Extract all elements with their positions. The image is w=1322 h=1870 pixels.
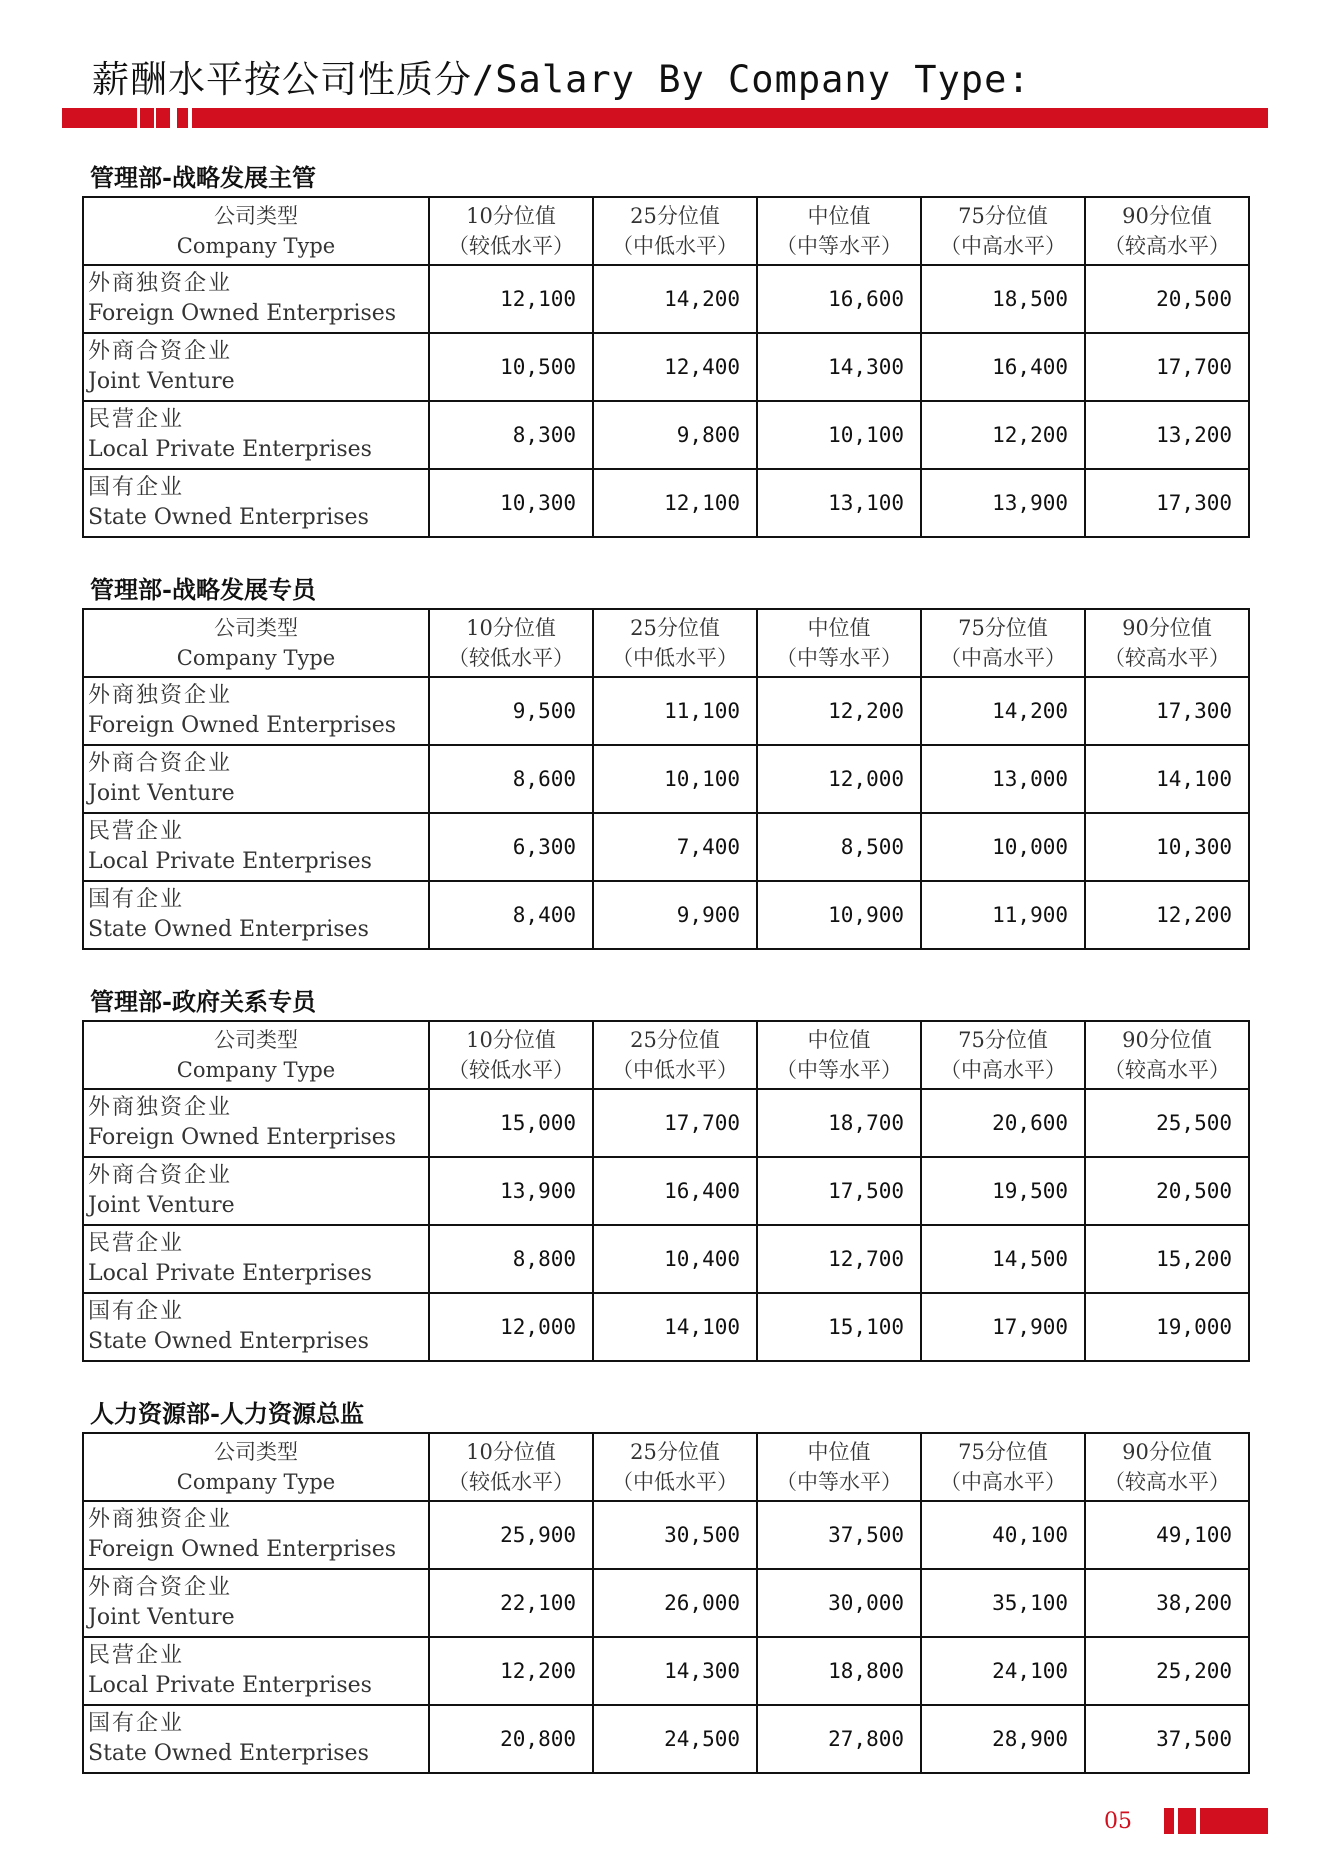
value-cell: 13,000	[921, 745, 1085, 813]
value-cell: 28,900	[921, 1705, 1085, 1773]
value-cell: 14,200	[593, 265, 757, 333]
value-cell: 17,900	[921, 1293, 1085, 1361]
table-row	[83, 813, 1249, 881]
company-type-cell: 外商独资企业 Foreign Owned Enterprises	[83, 265, 429, 333]
value-cell: 9,900	[593, 881, 757, 949]
value-cell: 30,500	[593, 1501, 757, 1569]
table-row	[83, 333, 1249, 401]
value-cell: 11,900	[921, 881, 1085, 949]
table-row	[83, 1705, 1249, 1773]
header-cell: 公司类型 Company Type	[83, 609, 429, 677]
company-type-cell: 民营企业 Local Private Enterprises	[83, 401, 429, 469]
value-cell: 37,500	[1085, 1705, 1249, 1773]
value-cell: 15,000	[429, 1089, 593, 1157]
value-cell: 8,500	[757, 813, 921, 881]
value-cell: 13,900	[921, 469, 1085, 537]
header-cell: 90分位值 （较高水平）	[1085, 1433, 1249, 1501]
value-cell: 8,400	[429, 881, 593, 949]
table-row	[83, 1225, 1249, 1293]
header-cell: 75分位值 （中高水平）	[921, 1021, 1085, 1089]
header-cell: 公司类型 Company Type	[83, 1433, 429, 1501]
salary-table	[82, 1020, 1250, 1362]
value-cell: 38,200	[1085, 1569, 1249, 1637]
value-cell: 25,200	[1085, 1637, 1249, 1705]
header-cell: 25分位值 （中低水平）	[593, 609, 757, 677]
value-cell: 27,800	[757, 1705, 921, 1773]
page-title: 薪酬水平按公司性质分/Salary By Company Type:	[92, 58, 1031, 101]
value-cell: 14,100	[593, 1293, 757, 1361]
page-number: 05	[1104, 1809, 1132, 1834]
salary-section-4	[82, 1396, 1248, 1774]
value-cell: 16,400	[921, 333, 1085, 401]
value-cell: 10,900	[757, 881, 921, 949]
company-type-cell: 国有企业 State Owned Enterprises	[83, 469, 429, 537]
value-cell: 8,600	[429, 745, 593, 813]
header-cell: 25分位值 （中低水平）	[593, 197, 757, 265]
header-cell: 25分位值 （中低水平）	[593, 1433, 757, 1501]
header-cell: 25分位值 （中低水平）	[593, 1021, 757, 1089]
value-cell: 14,300	[757, 333, 921, 401]
value-cell: 14,200	[921, 677, 1085, 745]
value-cell: 12,100	[593, 469, 757, 537]
table-row	[83, 881, 1249, 949]
salary-section-1	[82, 160, 1248, 538]
value-cell: 12,000	[757, 745, 921, 813]
value-cell: 8,800	[429, 1225, 593, 1293]
value-cell: 17,700	[1085, 333, 1249, 401]
value-cell: 40,100	[921, 1501, 1085, 1569]
header-cell: 10分位值 （较低水平）	[429, 609, 593, 677]
header-cell: 90分位值 （较高水平）	[1085, 609, 1249, 677]
value-cell: 14,500	[921, 1225, 1085, 1293]
company-type-cell: 国有企业 State Owned Enterprises	[83, 881, 429, 949]
value-cell: 17,500	[757, 1157, 921, 1225]
value-cell: 18,700	[757, 1089, 921, 1157]
value-cell: 16,600	[757, 265, 921, 333]
value-cell: 14,300	[593, 1637, 757, 1705]
section-title: 管理部-战略发展主管	[90, 163, 316, 192]
header-cell: 公司类型 Company Type	[83, 197, 429, 265]
header-decorative-bar	[62, 108, 1268, 128]
value-cell: 20,600	[921, 1089, 1085, 1157]
value-cell: 6,300	[429, 813, 593, 881]
value-cell: 25,500	[1085, 1089, 1249, 1157]
company-type-cell: 外商合资企业 Joint Venture	[83, 745, 429, 813]
table-row	[83, 1089, 1249, 1157]
value-cell: 10,100	[593, 745, 757, 813]
value-cell: 26,000	[593, 1569, 757, 1637]
value-cell: 18,800	[757, 1637, 921, 1705]
header-cell: 10分位值 （较低水平）	[429, 1433, 593, 1501]
header-cell: 公司类型 Company Type	[83, 1021, 429, 1089]
value-cell: 8,300	[429, 401, 593, 469]
value-cell: 22,100	[429, 1569, 593, 1637]
value-cell: 9,800	[593, 401, 757, 469]
section-title: 管理部-政府关系专员	[90, 987, 316, 1016]
header-cell: 中位值 （中等水平）	[757, 1433, 921, 1501]
value-cell: 12,200	[1085, 881, 1249, 949]
value-cell: 20,500	[1085, 265, 1249, 333]
value-cell: 10,400	[593, 1225, 757, 1293]
table-row	[83, 265, 1249, 333]
value-cell: 15,100	[757, 1293, 921, 1361]
value-cell: 11,100	[593, 677, 757, 745]
salary-section-2	[82, 572, 1248, 950]
value-cell: 12,200	[757, 677, 921, 745]
value-cell: 10,500	[429, 333, 593, 401]
value-cell: 20,800	[429, 1705, 593, 1773]
header-cell: 中位值 （中等水平）	[757, 1021, 921, 1089]
header-cell: 10分位值 （较低水平）	[429, 197, 593, 265]
value-cell: 49,100	[1085, 1501, 1249, 1569]
salary-table	[82, 1432, 1250, 1774]
company-type-cell: 外商合资企业 Joint Venture	[83, 1569, 429, 1637]
company-type-cell: 民营企业 Local Private Enterprises	[83, 813, 429, 881]
company-type-cell: 外商合资企业 Joint Venture	[83, 333, 429, 401]
header-cell: 90分位值 （较高水平）	[1085, 197, 1249, 265]
value-cell: 24,100	[921, 1637, 1085, 1705]
header-cell: 中位值 （中等水平）	[757, 609, 921, 677]
value-cell: 12,000	[429, 1293, 593, 1361]
table-row	[83, 1293, 1249, 1361]
value-cell: 12,200	[429, 1637, 593, 1705]
table-header-row	[83, 1021, 1249, 1089]
table-row	[83, 1157, 1249, 1225]
value-cell: 37,500	[757, 1501, 921, 1569]
header-cell: 75分位值 （中高水平）	[921, 1433, 1085, 1501]
value-cell: 7,400	[593, 813, 757, 881]
value-cell: 14,100	[1085, 745, 1249, 813]
value-cell: 20,500	[1085, 1157, 1249, 1225]
header-cell: 90分位值 （较高水平）	[1085, 1021, 1249, 1089]
value-cell: 9,500	[429, 677, 593, 745]
value-cell: 12,100	[429, 265, 593, 333]
company-type-cell: 民营企业 Local Private Enterprises	[83, 1637, 429, 1705]
company-type-cell: 外商独资企业 Foreign Owned Enterprises	[83, 1089, 429, 1157]
value-cell: 10,300	[1085, 813, 1249, 881]
company-type-cell: 外商独资企业 Foreign Owned Enterprises	[83, 677, 429, 745]
table-row	[83, 401, 1249, 469]
table-row	[83, 745, 1249, 813]
header-cell: 75分位值 （中高水平）	[921, 609, 1085, 677]
table-row	[83, 1637, 1249, 1705]
value-cell: 16,400	[593, 1157, 757, 1225]
page-footer	[0, 1806, 1322, 1838]
value-cell: 10,100	[757, 401, 921, 469]
table-row	[83, 1501, 1249, 1569]
section-title: 管理部-战略发展专员	[90, 575, 316, 604]
table-header-row	[83, 1433, 1249, 1501]
value-cell: 12,200	[921, 401, 1085, 469]
value-cell: 35,100	[921, 1569, 1085, 1637]
salary-section-3	[82, 984, 1248, 1362]
header-cell: 75分位值 （中高水平）	[921, 197, 1085, 265]
value-cell: 13,200	[1085, 401, 1249, 469]
salary-table	[82, 608, 1250, 950]
value-cell: 15,200	[1085, 1225, 1249, 1293]
salary-table	[82, 196, 1250, 538]
table-header-row	[83, 197, 1249, 265]
value-cell: 24,500	[593, 1705, 757, 1773]
value-cell: 17,300	[1085, 469, 1249, 537]
value-cell: 17,300	[1085, 677, 1249, 745]
company-type-cell: 外商独资企业 Foreign Owned Enterprises	[83, 1501, 429, 1569]
company-type-cell: 民营企业 Local Private Enterprises	[83, 1225, 429, 1293]
company-type-cell: 国有企业 State Owned Enterprises	[83, 1293, 429, 1361]
value-cell: 12,700	[757, 1225, 921, 1293]
value-cell: 19,000	[1085, 1293, 1249, 1361]
value-cell: 25,900	[429, 1501, 593, 1569]
value-cell: 19,500	[921, 1157, 1085, 1225]
value-cell: 13,900	[429, 1157, 593, 1225]
value-cell: 30,000	[757, 1569, 921, 1637]
header-cell: 中位值 （中等水平）	[757, 197, 921, 265]
table-row	[83, 677, 1249, 745]
value-cell: 10,000	[921, 813, 1085, 881]
company-type-cell: 国有企业 State Owned Enterprises	[83, 1705, 429, 1773]
company-type-cell: 外商合资企业 Joint Venture	[83, 1157, 429, 1225]
value-cell: 13,100	[757, 469, 921, 537]
table-header-row	[83, 609, 1249, 677]
value-cell: 17,700	[593, 1089, 757, 1157]
table-row	[83, 1569, 1249, 1637]
header-cell: 10分位值 （较低水平）	[429, 1021, 593, 1089]
table-row	[83, 469, 1249, 537]
section-title: 人力资源部-人力资源总监	[90, 1399, 364, 1428]
value-cell: 12,400	[593, 333, 757, 401]
value-cell: 18,500	[921, 265, 1085, 333]
value-cell: 10,300	[429, 469, 593, 537]
